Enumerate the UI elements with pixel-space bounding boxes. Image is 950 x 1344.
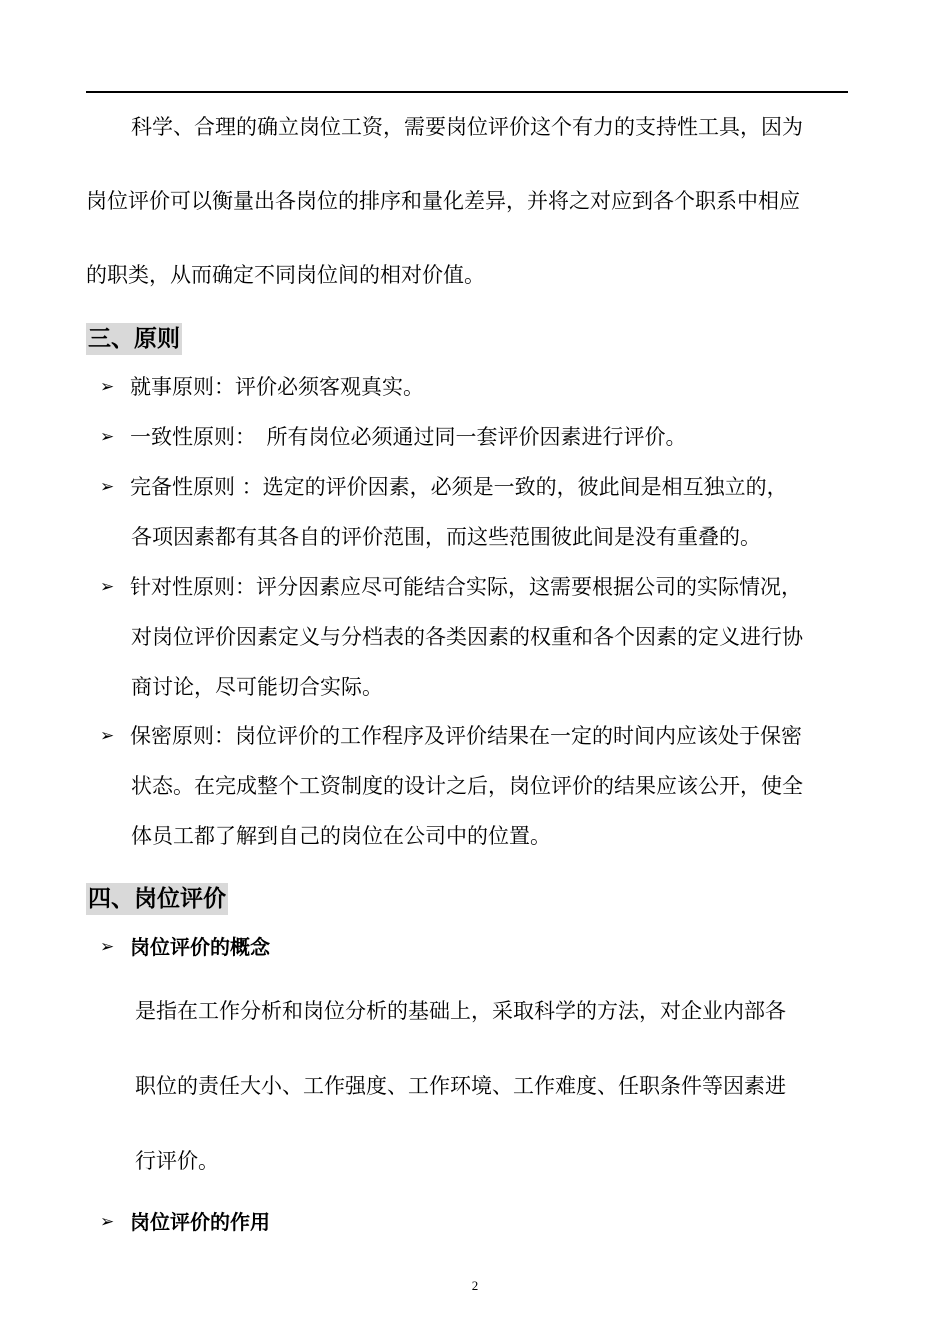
subheading-role-title: 岗位评价的作用 bbox=[130, 1210, 270, 1234]
intro-line-2: 岗位评价可以衡量出各岗位的排序和量化差异，并将之对应到各个职系中相应 bbox=[86, 189, 800, 213]
list-item-principle-1 bbox=[100, 374, 424, 401]
concept-line-1: 是指在工作分析和岗位分析的基础上，采取科学的方法，对企业内部各 bbox=[135, 999, 786, 1023]
intro-line-1: 科学、合理的确立岗位工资，需要岗位评价这个有力的支持性工具，因为 bbox=[131, 115, 803, 139]
arrow-right-icon: ➢ bbox=[100, 726, 115, 746]
section-heading-principles: 三、原则 bbox=[86, 323, 182, 355]
arrow-right-icon: ➢ bbox=[100, 377, 115, 397]
arrow-right-icon: ➢ bbox=[100, 577, 115, 597]
arrow-right-icon: ➢ bbox=[100, 1212, 115, 1232]
header-rule bbox=[86, 91, 848, 93]
list-item-text: 保密原则：岗位评价的工作程序及评价结果在一定的时间内应该处于保密 bbox=[130, 724, 802, 748]
list-item-continuation: 对岗位评价因素定义与分档表的各类因素的权重和各个因素的定义进行协 bbox=[131, 625, 803, 649]
arrow-right-icon: ➢ bbox=[100, 937, 115, 957]
concept-line-3: 行评价。 bbox=[135, 1149, 219, 1173]
concept-line-2: 职位的责任大小、工作强度、工作环境、工作难度、任职条件等因素进 bbox=[135, 1074, 786, 1098]
list-item-text: 完备性原则 ：选定的评价因素，必须是一致的，彼此间是相互独立的， bbox=[130, 475, 788, 499]
subheading-role bbox=[100, 1209, 270, 1236]
list-item-text: 就事原则：评价必须客观真实。 bbox=[130, 375, 424, 399]
list-item-continuation: 状态。在完成整个工资制度的设计之后，岗位评价的结果应该公开，使全 bbox=[131, 774, 803, 798]
list-item-continuation: 体员工都了解到自己的岗位在公司中的位置。 bbox=[131, 824, 551, 848]
list-item-text: 针对性原则：评分因素应尽可能结合实际，这需要根据公司的实际情况， bbox=[130, 575, 802, 599]
list-item-continuation: 商讨论，尽可能切合实际。 bbox=[131, 675, 383, 699]
subheading-concept bbox=[100, 934, 270, 961]
list-item-principle-5 bbox=[100, 723, 802, 750]
arrow-right-icon: ➢ bbox=[100, 477, 115, 497]
intro-line-3: 的职类，从而确定不同岗位间的相对价值。 bbox=[86, 263, 485, 287]
list-item-principle-4 bbox=[100, 574, 802, 601]
section-heading-job-evaluation: 四、岗位评价 bbox=[86, 883, 228, 915]
subheading-concept-title: 岗位评价的概念 bbox=[130, 935, 270, 959]
page-number: 2 bbox=[471, 1278, 479, 1293]
list-item-text: 一致性原则： 所有岗位必须通过同一套评价因素进行评价。 bbox=[130, 425, 687, 449]
list-item-principle-3 bbox=[100, 474, 788, 501]
list-item-principle-2 bbox=[100, 424, 687, 451]
list-item-continuation: 各项因素都有其各自的评价范围，而这些范围彼此间是没有重叠的。 bbox=[131, 525, 761, 549]
arrow-right-icon: ➢ bbox=[100, 427, 115, 447]
